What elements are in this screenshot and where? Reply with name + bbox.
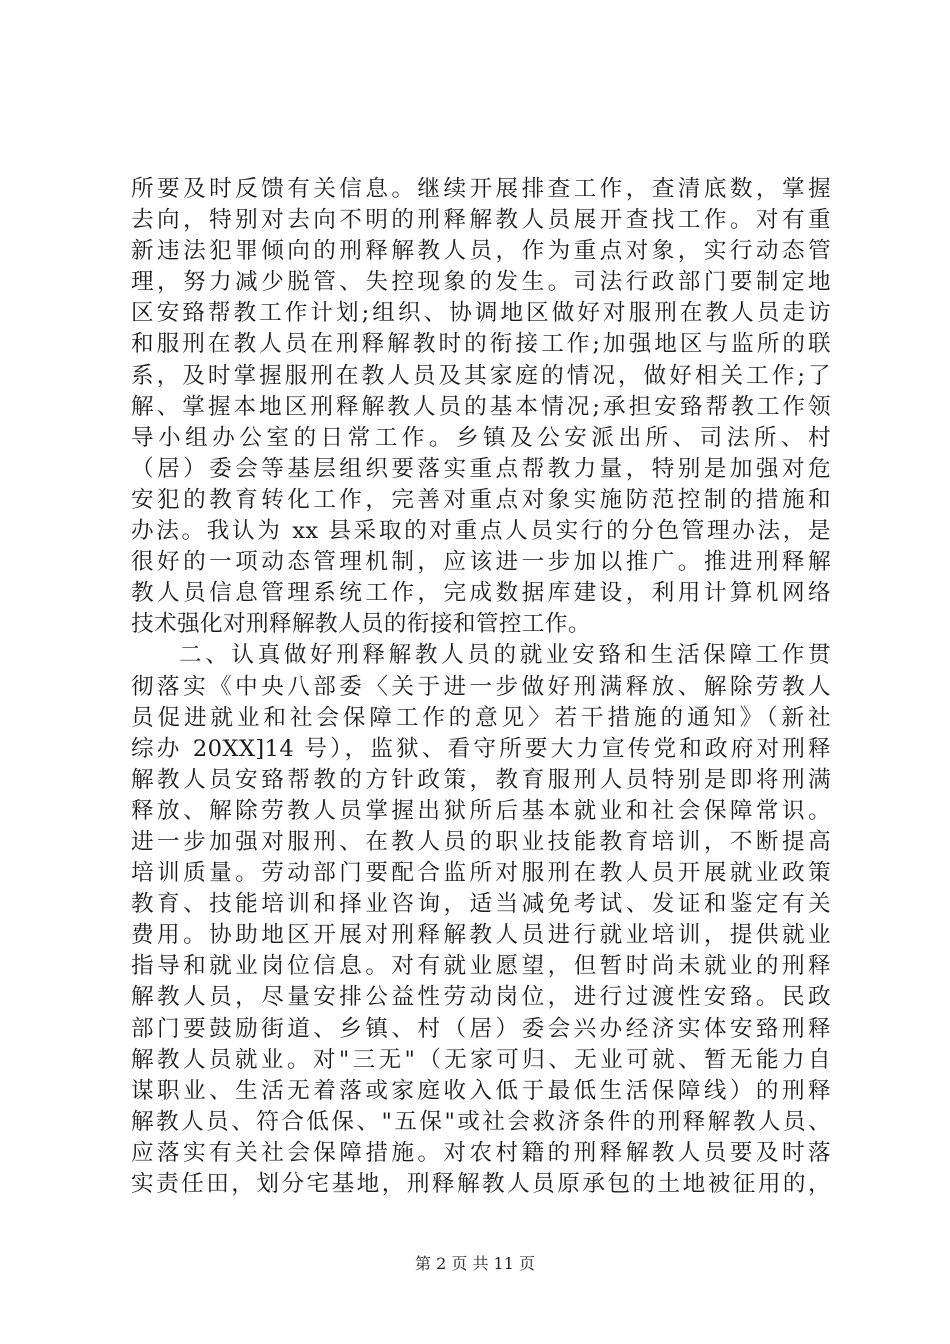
text-line: 教育、技能培训和择业咨询，适当减免考试、发证和鉴定有关 — [131, 891, 831, 918]
text-line: 解教人员，尽量安排公益性劳动岗位，进行过渡性安臵。民政 — [131, 984, 831, 1011]
text-line: 应落实有关社会保障措施。对农村籍的刑释解教人员要及时落 — [131, 1139, 831, 1166]
text-line: 系，及时掌握服刑在教人员及其家庭的情况，做好相关工作;了 — [131, 362, 831, 389]
text-line: （居）委会等基层组织要落实重点帮教力量，特别是加强对危 — [131, 455, 831, 482]
text-line: 彻落实《中央八部委〈关于进一步做好刑满释放、解除劳教人 — [131, 673, 831, 700]
text-line: 部门要鼓励街道、乡镇、村（居）委会兴办经济实体安臵刑释 — [131, 1015, 831, 1042]
text-line: 理，努力减少脱管、失控现象的发生。司法行政部门要制定地 — [131, 269, 831, 296]
text-line: 费用。协助地区开展对刑释解教人员进行就业培训，提供就业 — [131, 922, 831, 949]
text-line: 实责任田，划分宅基地，刑释解教人员原承包的土地被征用的， — [131, 1171, 831, 1197]
text-line: 技术强化对刑释解教人员的衔接和管控工作。 — [131, 611, 591, 638]
body-text — [131, 174, 831, 1200]
text-line: 进一步加强对服刑、在教人员的职业技能教育培训，不断提高 — [131, 828, 831, 855]
text-line: 解教人员、符合低保、"五保"或社会救济条件的刑释解教人员、 — [131, 1108, 831, 1135]
text-line: 区安臵帮教工作计划;组织、协调地区做好对服刑在教人员走访 — [131, 300, 831, 327]
text-line: 释放、解除劳教人员掌握出狱所后基本就业和社会保障常识。 — [131, 797, 831, 824]
page-number-footer: 第 2 页 共 11 页 — [415, 1254, 535, 1273]
text-line: 解、掌握本地区刑释解教人员的基本情况;承担安臵帮教工作领 — [131, 393, 831, 420]
text-line: 办法。我认为 xx 县采取的对重点人员实行的分色管理办法，是 — [131, 518, 831, 545]
text-line: 安犯的教育转化工作，完善对重点对象实施防范控制的措施和 — [131, 486, 831, 513]
text-line: 去向，特别对去向不明的刑释解教人员展开查找工作。对有重 — [131, 207, 831, 234]
text-line: 和服刑在教人员在刑释解教时的衔接工作;加强地区与监所的联 — [131, 331, 831, 358]
text-line: 很好的一项动态管理机制，应该进一步加以推广。推进刑释解 — [131, 549, 831, 576]
text-line: 谋职业、生活无着落或家庭收入低于最低生活保障线）的刑释 — [131, 1077, 831, 1104]
section-heading-line: 二、认真做好刑释解教人员的就业安臵和生活保障工作贯 — [179, 642, 831, 669]
text-line: 综办 20XX]14 号），监狱、看守所要大力宣传党和政府对刑释 — [131, 735, 831, 762]
text-line: 解教人员就业。对"三无"（无家可归、无业可就、暂无能力自 — [131, 1046, 831, 1073]
text-line: 新违法犯罪倾向的刑释解教人员，作为重点对象，实行动态管 — [131, 238, 831, 265]
text-line: 教人员信息管理系统工作，完成数据库建设，利用计算机网络 — [131, 580, 831, 607]
text-line: 所要及时反馈有关信息。继续开展排查工作，查清底数，掌握 — [131, 176, 831, 202]
text-line: 解教人员安臵帮教的方针政策，教育服刑人员特别是即将刑满 — [131, 766, 831, 793]
text-line: 培训质量。劳动部门要配合监所对服刑在教人员开展就业政策 — [131, 860, 831, 887]
text-line: 指导和就业岗位信息。对有就业愿望，但暂时尚未就业的刑释 — [131, 953, 831, 980]
text-line: 员促进就业和社会保障工作的意见〉若干措施的通知》（新社 — [131, 704, 831, 731]
text-line: 导小组办公室的日常工作。乡镇及公安派出所、司法所、村 — [131, 424, 831, 451]
